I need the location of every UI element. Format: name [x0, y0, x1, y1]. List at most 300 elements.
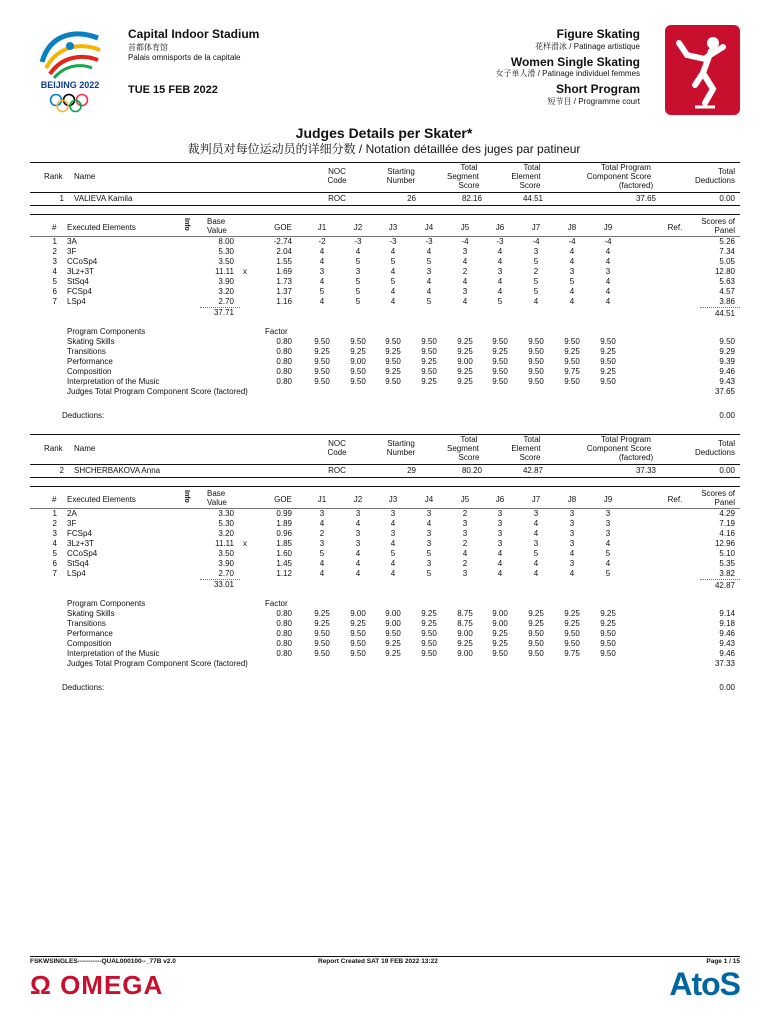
pcs-header-1: Total Program [601, 435, 651, 444]
element-judge-9: 3 [605, 509, 611, 518]
element-number: 6 [52, 559, 57, 568]
judge-header-6: J6 [495, 495, 505, 504]
element-code: 3A [67, 237, 77, 246]
goe-header: GOE [274, 223, 292, 232]
element-judge-2: 3 [355, 539, 361, 548]
element-panel-score: 4.57 [719, 287, 735, 296]
component-panel-score: 9.43 [719, 639, 735, 648]
component-panel-score: 9.29 [719, 347, 735, 356]
component-judge-5: 8.75 [457, 609, 473, 618]
component-name: Skating Skills [67, 609, 115, 618]
element-judge-5: 2 [462, 539, 468, 548]
element-judge-9: 3 [605, 267, 611, 276]
element-judge-2: 5 [355, 257, 361, 266]
element-judge-8: 3 [569, 539, 575, 548]
starting-header: Starting [387, 439, 415, 448]
element-judge-2: 5 [355, 297, 361, 306]
skater-name: SHCHERBAKOVA Anna [74, 466, 161, 475]
component-judge-8: 9.50 [564, 639, 580, 648]
element-judge-9: 4 [605, 539, 611, 548]
jtpcs-label: Judges Total Program Component Score (factored) [67, 387, 248, 396]
element-judge-2: 3 [355, 509, 361, 518]
tss-header-2: Segment [446, 444, 480, 453]
element-panel-score: 4.29 [719, 509, 735, 518]
element-judge-8: 3 [569, 529, 575, 538]
element-judge-6: 4 [497, 569, 503, 578]
component-judge-5: 8.75 [457, 619, 473, 628]
element-judge-5: 4 [462, 549, 468, 558]
pcs-header-3: (factored) [618, 453, 654, 462]
component-name: Skating Skills [67, 337, 115, 346]
element-panel-score: 5.05 [719, 257, 735, 266]
deductions-label: Deductions: [62, 683, 105, 692]
element-judge-5: 2 [462, 267, 468, 276]
skater-tss: 80.20 [461, 466, 482, 475]
skater-ded: 0.00 [719, 194, 735, 203]
component-judge-1: 9.25 [314, 609, 330, 618]
element-panel-score: 7.19 [719, 519, 735, 528]
skater-start: 26 [407, 194, 416, 203]
component-factor: 0.80 [276, 609, 292, 618]
summary-bottom-rule [30, 477, 740, 478]
element-judge-5: 2 [462, 559, 468, 568]
element-judge-1: 4 [319, 519, 325, 528]
pcs-total: 37.65 [714, 387, 735, 396]
element-number: 5 [52, 277, 57, 286]
component-judge-7: 9.25 [528, 609, 544, 618]
component-judge-5: 9.25 [457, 377, 473, 386]
factor-header: Factor [265, 599, 288, 608]
component-judge-1: 9.50 [314, 639, 330, 648]
elements-top-rule [30, 486, 740, 487]
component-judge-4: 9.25 [421, 609, 437, 618]
element-judge-3: -3 [389, 237, 397, 246]
ded-header-1: Total [718, 167, 735, 176]
component-judge-1: 9.50 [314, 337, 330, 346]
element-number: 4 [52, 539, 57, 548]
component-judge-9: 9.50 [600, 357, 616, 366]
element-code: LSp4 [67, 569, 86, 578]
element-judge-1: 3 [319, 539, 325, 548]
skater-name: VALIEVA Kamila [74, 194, 133, 203]
component-judge-2: 9.50 [350, 629, 366, 638]
panel-header-2: Panel [714, 226, 735, 235]
component-judge-3: 9.00 [385, 609, 401, 618]
element-judge-7: 4 [533, 559, 539, 568]
code-header: Code [327, 176, 347, 185]
element-judge-1: 4 [319, 569, 325, 578]
ref-header: Ref. [667, 495, 683, 504]
component-judge-9: 9.25 [600, 609, 616, 618]
goe-header: GOE [274, 495, 292, 504]
element-base-value: 5.30 [218, 247, 234, 256]
element-judge-8: 4 [569, 569, 575, 578]
venue-name: Capital Indoor Stadium [128, 27, 260, 41]
element-judge-7: 4 [533, 529, 539, 538]
component-judge-5: 9.00 [457, 357, 473, 366]
element-judge-9: 4 [605, 287, 611, 296]
element-judge-2: 3 [355, 267, 361, 276]
element-judge-1: 4 [319, 257, 325, 266]
component-judge-5: 9.25 [457, 337, 473, 346]
element-panel-score: 5.63 [719, 277, 735, 286]
judge-header-4: J4 [424, 223, 434, 232]
element-judge-2: 4 [355, 247, 361, 256]
element-judge-9: 4 [605, 247, 611, 256]
component-judge-6: 9.25 [492, 639, 508, 648]
judge-header-2: J2 [353, 223, 363, 232]
component-judge-8: 9.25 [564, 347, 580, 356]
element-goe: 1.45 [276, 559, 292, 568]
element-bonus-x: x [243, 267, 247, 276]
executed-elements-header: Executed Elements [67, 223, 136, 232]
component-name: Composition [67, 639, 112, 648]
element-base-value: 11.11 [215, 267, 234, 276]
element-judge-1: 4 [319, 559, 325, 568]
page-number: Page 1 / 15 [706, 958, 740, 965]
deductions-total: 0.00 [719, 411, 735, 420]
component-name: Interpretation of the Music [67, 377, 160, 386]
element-goe: 1.37 [276, 287, 292, 296]
judge-header-8: J8 [567, 495, 577, 504]
element-judge-2: 4 [355, 549, 361, 558]
component-judge-2: 9.50 [350, 337, 366, 346]
skater-noc: ROC [328, 466, 346, 475]
element-judge-9: 4 [605, 297, 611, 306]
element-judge-1: 5 [319, 549, 325, 558]
element-judge-5: 2 [462, 509, 468, 518]
pcs-header-3: (factored) [618, 181, 654, 190]
element-judge-4: 5 [426, 297, 432, 306]
component-judge-4: 9.25 [421, 357, 437, 366]
element-number: 1 [52, 509, 57, 518]
number-header: Number [386, 448, 416, 457]
name-header: Name [74, 444, 96, 453]
event-subtitle: 女子单人滑 / Patinage individuel femmes [495, 69, 640, 78]
name-header: Name [74, 172, 96, 181]
element-judge-3: 4 [390, 267, 396, 276]
element-number: 5 [52, 549, 57, 558]
element-judge-2: 4 [355, 519, 361, 528]
element-judge-2: 5 [355, 287, 361, 296]
element-judge-6: 3 [497, 509, 503, 518]
component-judge-7: 9.50 [528, 337, 544, 346]
element-judge-1: 3 [319, 267, 325, 276]
component-judge-3: 9.00 [385, 619, 401, 628]
element-judge-3: 4 [390, 539, 396, 548]
element-judge-1: 5 [319, 287, 325, 296]
element-panel-score: 5.10 [719, 549, 735, 558]
judge-header-1: J1 [317, 223, 327, 232]
page-title: Judges Details per Skater* [295, 125, 473, 141]
element-judge-4: 3 [426, 267, 432, 276]
elements-panel-total-rule [700, 579, 740, 580]
element-base-value: 3.30 [218, 509, 234, 518]
program-components-header: Program Components [67, 599, 146, 608]
element-judge-9: 4 [605, 559, 611, 568]
element-judge-7: 4 [533, 569, 539, 578]
tes-header-2: Element [511, 172, 541, 181]
component-judge-4: 9.25 [421, 377, 437, 386]
element-panel-score: 5.35 [719, 559, 735, 568]
element-number-header: # [52, 495, 57, 504]
element-judge-6: -3 [496, 237, 504, 246]
beijing-2022-logo [30, 24, 110, 116]
element-judge-9: 5 [605, 549, 611, 558]
component-judge-2: 9.50 [350, 649, 366, 658]
element-judge-9: 5 [605, 569, 611, 578]
element-judge-6: 4 [497, 559, 503, 568]
element-judge-8: 4 [569, 297, 575, 306]
component-factor: 0.80 [276, 619, 292, 628]
element-judge-3: 5 [390, 277, 396, 286]
element-judge-1: 4 [319, 277, 325, 286]
component-judge-2: 9.00 [350, 357, 366, 366]
component-judge-4: 9.50 [421, 629, 437, 638]
component-judge-6: 9.50 [492, 337, 508, 346]
component-factor: 0.80 [276, 357, 292, 366]
element-judge-3: 5 [390, 257, 396, 266]
element-base-value: 3.50 [218, 549, 234, 558]
element-goe: -2.74 [273, 237, 292, 246]
component-factor: 0.80 [276, 377, 292, 386]
skater-pcs: 37.33 [635, 466, 656, 475]
segment-title: Short Program [555, 82, 640, 96]
noc-header: NOC [328, 439, 346, 448]
component-judge-1: 9.50 [314, 377, 330, 386]
figure-skating-pictogram-icon [665, 25, 740, 115]
element-judge-2: 4 [355, 569, 361, 578]
component-judge-9: 9.25 [600, 347, 616, 356]
component-judge-9: 9.50 [600, 649, 616, 658]
element-judge-8: 3 [569, 559, 575, 568]
component-judge-8: 9.50 [564, 629, 580, 638]
element-number: 1 [52, 237, 57, 246]
component-panel-score: 9.46 [719, 367, 735, 376]
element-panel-score: 3.86 [719, 297, 735, 306]
element-judge-4: 4 [426, 519, 432, 528]
component-judge-5: 9.00 [457, 629, 473, 638]
element-base-value: 8.00 [218, 237, 234, 246]
base-value-total: 37.71 [213, 308, 234, 317]
component-judge-8: 9.25 [564, 609, 580, 618]
component-name: Performance [67, 629, 113, 638]
element-code: 3Lz+3T [67, 267, 94, 276]
component-judge-5: 9.25 [457, 347, 473, 356]
component-factor: 0.80 [276, 337, 292, 346]
element-judge-5: 3 [462, 519, 468, 528]
component-judge-8: 9.50 [564, 357, 580, 366]
element-judge-6: 4 [497, 277, 503, 286]
element-judge-5: 3 [462, 529, 468, 538]
component-judge-1: 9.25 [314, 619, 330, 628]
judge-header-5: J5 [460, 495, 470, 504]
component-judge-7: 9.50 [528, 357, 544, 366]
element-judge-9: 4 [605, 257, 611, 266]
skater-pcs: 37.65 [635, 194, 656, 203]
component-judge-7: 9.50 [528, 377, 544, 386]
component-judge-3: 9.50 [385, 357, 401, 366]
element-code: CCoSp4 [67, 549, 98, 558]
component-judge-7: 9.50 [528, 639, 544, 648]
element-judge-7: -4 [532, 237, 540, 246]
component-panel-score: 9.50 [719, 337, 735, 346]
tss-header-1: Total [460, 435, 478, 444]
element-judge-7: 4 [533, 519, 539, 528]
skater-ded: 0.00 [719, 466, 735, 475]
component-name: Composition [67, 367, 112, 376]
summary-mid-rule [30, 464, 740, 465]
component-judge-3: 9.25 [385, 367, 401, 376]
element-judge-2: 3 [355, 529, 361, 538]
tes-header-3: Score [519, 181, 541, 190]
component-factor: 0.80 [276, 347, 292, 356]
element-code: 3F [67, 247, 77, 256]
rank-header: Rank [44, 444, 63, 453]
element-base-value: 2.70 [218, 297, 234, 306]
element-judge-4: -3 [425, 237, 433, 246]
element-base-value: 3.20 [218, 287, 234, 296]
element-panel-score: 5.26 [719, 237, 735, 246]
element-judge-7: 4 [533, 297, 539, 306]
skater-rank: 1 [59, 194, 64, 203]
element-judge-6: 3 [497, 519, 503, 528]
skater-tes: 42.87 [522, 466, 543, 475]
element-code: 3Lz+3T [67, 539, 94, 548]
element-judge-7: 5 [533, 257, 539, 266]
component-judge-3: 9.25 [385, 639, 401, 648]
judge-header-1: J1 [317, 495, 327, 504]
element-judge-2: 4 [355, 559, 361, 568]
component-judge-3: 9.50 [385, 629, 401, 638]
element-judge-3: 5 [390, 549, 396, 558]
element-goe: 1.55 [276, 257, 292, 266]
element-goe: 1.73 [276, 277, 292, 286]
element-judge-7: 5 [533, 277, 539, 286]
element-goe: 0.96 [276, 529, 292, 538]
component-judge-7: 9.25 [528, 619, 544, 628]
tss-header-2: Segment [446, 172, 480, 181]
event-date: TUE 15 FEB 2022 [128, 84, 218, 96]
tes-header-1: Total [523, 435, 541, 444]
element-bonus-x: x [243, 539, 247, 548]
element-code: LSp4 [67, 297, 86, 306]
element-number: 3 [52, 529, 57, 538]
element-number: 2 [52, 519, 57, 528]
factor-header: Factor [265, 327, 288, 336]
element-judge-7: 3 [533, 247, 539, 256]
element-code: 2A [67, 509, 77, 518]
element-judge-6: 3 [497, 539, 503, 548]
component-judge-1: 9.50 [314, 649, 330, 658]
element-judge-8: 4 [569, 257, 575, 266]
judge-header-7: J7 [531, 495, 541, 504]
element-judge-5: 4 [462, 257, 468, 266]
element-judge-4: 5 [426, 257, 432, 266]
element-number-header: # [52, 223, 57, 232]
footer-divider [30, 956, 740, 957]
component-judge-2: 9.50 [350, 639, 366, 648]
component-judge-7: 9.50 [528, 367, 544, 376]
element-judge-9: 3 [605, 529, 611, 538]
component-judge-8: 9.75 [564, 367, 580, 376]
component-judge-6: 9.00 [492, 619, 508, 628]
judge-header-7: J7 [531, 223, 541, 232]
component-judge-3: 9.50 [385, 337, 401, 346]
element-judge-8: 4 [569, 287, 575, 296]
ref-header: Ref. [667, 223, 683, 232]
element-judge-4: 3 [426, 529, 432, 538]
venue-name-fr: Palais omnisports de la capitale [128, 53, 241, 62]
element-judge-4: 4 [426, 287, 432, 296]
element-goe: 1.16 [276, 297, 292, 306]
deductions-label: Deductions: [62, 411, 105, 420]
element-judge-8: 3 [569, 509, 575, 518]
element-base-value: 11.11 [215, 539, 234, 548]
judge-header-3: J3 [388, 495, 398, 504]
component-factor: 0.80 [276, 629, 292, 638]
pcs-header-2: Component Score [586, 444, 652, 453]
event-title: Women Single Skating [510, 55, 640, 69]
number-header: Number [386, 176, 416, 185]
component-name: Transitions [67, 619, 106, 628]
panel-header-1: Scores of [701, 489, 735, 498]
rank-header: Rank [44, 172, 63, 181]
element-judge-8: 4 [569, 247, 575, 256]
tes-header-3: Score [519, 453, 541, 462]
info-header: Info [183, 218, 190, 231]
component-judge-6: 9.50 [492, 377, 508, 386]
component-judge-1: 9.50 [314, 629, 330, 638]
tes-total: 44.51 [714, 309, 735, 318]
component-panel-score: 9.46 [719, 629, 735, 638]
element-judge-6: 4 [497, 247, 503, 256]
element-judge-5: 4 [462, 297, 468, 306]
deductions-total: 0.00 [719, 683, 735, 692]
element-judge-1: 4 [319, 247, 325, 256]
program-components-header: Program Components [67, 327, 146, 336]
tss-header-3: Score [458, 453, 480, 462]
element-judge-8: 4 [569, 549, 575, 558]
element-judge-3: 4 [390, 287, 396, 296]
starting-header: Starting [387, 167, 415, 176]
component-judge-9: 9.25 [600, 367, 616, 376]
judge-header-6: J6 [495, 223, 505, 232]
executed-elements-header: Executed Elements [67, 495, 136, 504]
component-judge-7: 9.50 [528, 629, 544, 638]
component-panel-score: 9.46 [719, 649, 735, 658]
element-judge-4: 4 [426, 277, 432, 286]
component-judge-8: 9.50 [564, 337, 580, 346]
summary-mid-rule [30, 192, 740, 193]
component-judge-2: 9.00 [350, 609, 366, 618]
element-judge-9: 3 [605, 519, 611, 528]
element-number: 6 [52, 287, 57, 296]
element-judge-6: 5 [497, 297, 503, 306]
element-code: CCoSp4 [67, 257, 98, 266]
panel-header-2: Panel [714, 498, 735, 507]
element-code: StSq4 [67, 559, 89, 568]
info-header: Info [183, 490, 190, 503]
element-number: 4 [52, 267, 57, 276]
element-code: StSq4 [67, 277, 89, 286]
element-judge-6: 3 [497, 267, 503, 276]
segment-subtitle: 短节目 / Programme court [547, 97, 640, 106]
element-code: 3F [67, 519, 77, 528]
component-factor: 0.80 [276, 367, 292, 376]
element-judge-1: 3 [319, 509, 325, 518]
element-judge-1: 4 [319, 297, 325, 306]
